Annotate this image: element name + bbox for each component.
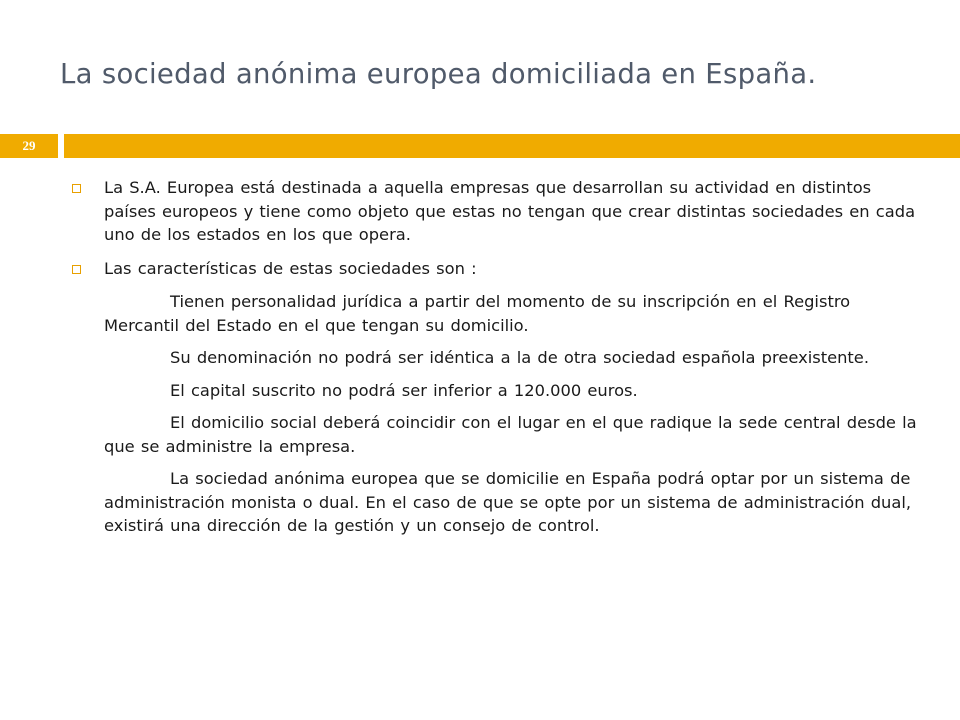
- square-bullet-icon: [72, 265, 81, 274]
- characteristic-item: La sociedad anónima europea que se domicilie en España podrá optar por un sistema de administración monista o dual. En el caso de que se opte por un sistema de administración dual, existirá una dirección de la gestión y un consejo de control.: [104, 469, 912, 535]
- bullet-text: Las características de estas sociedades son :: [104, 258, 477, 278]
- bullet-item: [70, 176, 920, 247]
- header-bar: [0, 134, 960, 158]
- characteristic-item: Tienen personalidad jurídica a partir del momento de su inscripción en el Registro Mercantil del Estado en el que tengan su domicilio.: [104, 292, 851, 335]
- slide-body: [70, 176, 920, 547]
- square-bullet-icon: [72, 184, 81, 193]
- slide-title: La sociedad anónima europea domiciliada en España.: [60, 58, 817, 90]
- bullet-item: [70, 257, 920, 281]
- accent-bar: [64, 134, 960, 158]
- page-number: 29: [0, 134, 58, 158]
- characteristic-item: Su denominación no podrá ser idéntica a la de otra sociedad española preexistente.: [170, 348, 869, 367]
- bullet-text: La S.A. Europea está destinada a aquella empresas que desarrollan su actividad en distintos países europeos y tiene como objeto que estas no tengan que crear distintas sociedades en cada uno de los estados en los que opera.: [104, 178, 916, 244]
- characteristic-item: El capital suscrito no podrá ser inferior a 120.000 euros.: [170, 380, 638, 400]
- characteristic-item: El domicilio social deberá coincidir con el lugar en el que radique la sede central desde la que se administre la empresa.: [104, 413, 917, 456]
